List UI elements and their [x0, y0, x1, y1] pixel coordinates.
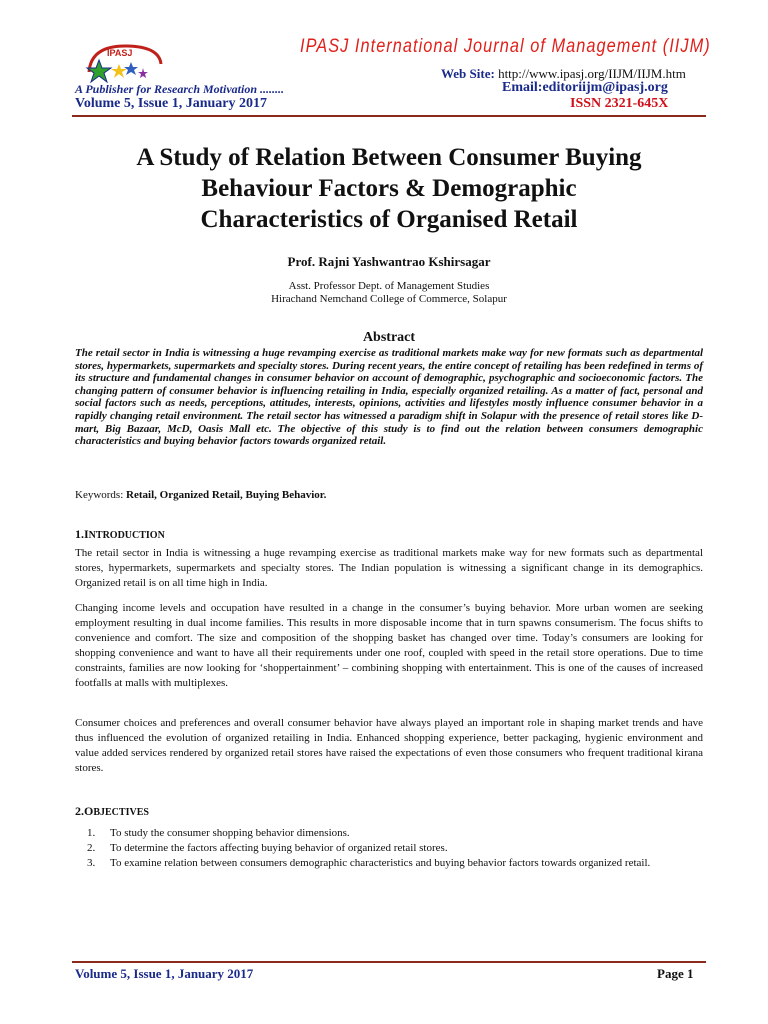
list-number: 1.: [87, 827, 96, 839]
star-icon-blue: [124, 62, 138, 75]
page-number: Page 1: [657, 966, 694, 981]
paper-title: [72, 142, 706, 235]
abstract-heading: Abstract: [362, 330, 416, 345]
keywords-label: Keywords:: [75, 489, 124, 501]
list-text: To examine relation between consumers demographic characteristics and buying behavior factors towards organized retail.: [110, 857, 651, 869]
list-number: 3.: [87, 857, 96, 869]
section-heading-objectives: [75, 804, 149, 819]
ipasj-logo: [85, 42, 165, 84]
footer-rule: [72, 961, 706, 963]
objectives-list: [75, 826, 703, 871]
issn: ISSN 2321-645X: [570, 96, 669, 111]
logo-text: IPASJ: [107, 48, 133, 58]
author-name: Prof. Rajni Yashwantrao Kshirsagar: [287, 254, 491, 269]
section-initial: I: [84, 527, 89, 541]
section-title-rest: BJECTIVES: [93, 807, 149, 818]
keywords-values: Retail, Organized Retail, Buying Behavior.: [126, 489, 327, 501]
list-item: [75, 856, 703, 871]
section-number: 1.: [75, 527, 84, 541]
affiliation-line: Hirachand Nemchand College of Commerce, Solapur: [271, 293, 507, 305]
star-icon-purple: [138, 68, 148, 78]
section-number: 2.: [75, 804, 84, 818]
list-number: 2.: [87, 842, 96, 854]
section-initial: O: [84, 804, 94, 818]
keywords: [75, 489, 326, 501]
title-line: Characteristics of Organised Retail: [200, 206, 578, 233]
intro-paragraph: The retail sector in India is witnessing a huge revamping exercise as traditional markets make way for new formats such as departmental stores, hypermarkets, supermarkets and specialty stores. The Indian population is witnessing a significant change in its demographics. Organized retail is on all time high in India.: [75, 547, 703, 589]
list-text: To study the consumer shopping behavior dimensions.: [110, 827, 350, 839]
affiliation-line: Asst. Professor Dept. of Management Studies: [288, 280, 490, 292]
section-title-rest: NTRODUCTION: [88, 530, 165, 541]
footer-volume-issue: Volume 5, Issue 1, January 2017: [75, 966, 254, 981]
journal-name: IPASJ International Journal of Management (IIJM): [300, 36, 711, 57]
list-item: [75, 841, 703, 856]
website-label: Web Site:: [441, 66, 495, 81]
website-url[interactable]: http://www.ipasj.org/IIJM/IIJM.htm: [498, 66, 686, 81]
intro-paragraph: Changing income levels and occupation have resulted in a change in the consumer’s buying behavior. More urban women are seeking employment resulting in dual income families. This results in more disposable income that in turn spawns consumerism. The focus shifts to convenience and comfort. The size and composition of the shopping basket has changed over time. Today’s consumers are looking for shopping convenience and want to have all their requirements under one roof, coupled with speed in the retail store operations. Due to time constraints, families are now looking for ‘shoppertainment’ – combining shopping with entertainment. This is one of the causes of increased footfalls at malls with multiplexes.: [75, 602, 703, 689]
section-heading-introduction: [75, 527, 165, 542]
title-line: Behaviour Factors & Demographic: [201, 175, 577, 202]
email-address[interactable]: Email:editoriijm@ipasj.org: [502, 80, 668, 95]
abstract-text: The retail sector in India is witnessing a huge revamping exercise as traditional markets make way for new formats such as departmental stores, hypermarkets, supermarkets and specialty stores. During recent years, the entire concept of retailing has been redefined in terms of its structure and fundamental changes in consumer behavior on account of demographic, psychographic and socioeconomic factors. The changing pattern of consumer behavior is influencing retailing in India, especially organized retailing. As a matter of fact, personal and social factors such as needs, perceptions, attitudes, interests, opinions, activities and lifestyles mostly influence consumer behavior in a rapidly changing retail environment. The retail sector has witnessed a paradigm shift in Solapur with the presence of retail stores like D-mart, Big Bazaar, McD, Oasis Mall etc. The objective of this study is to find out the relation between consumers demographic characteristics and buying behavior factors towards organized retail.: [75, 347, 703, 448]
affiliation: [72, 280, 706, 306]
star-icon-yellow: [111, 64, 127, 78]
intro-paragraph: Consumer choices and preferences and overall consumer behavior have always played an important role in shaping market trends and have thus influenced the evolution of organized retailing in India. Enhanced shopping experience, better packaging, hygienic environment and value added services rendered by organized retail stores have raised the expectations of even those consumers who frequent traditional kirana stores.: [75, 717, 703, 774]
title-line: A Study of Relation Between Consumer Buying: [136, 144, 642, 171]
list-text: To determine the factors affecting buying behavior of organized retail stores.: [110, 842, 448, 854]
header-volume-issue: Volume 5, Issue 1, January 2017: [75, 96, 268, 111]
header-rule: [72, 115, 706, 117]
list-item: [75, 826, 703, 841]
publisher-tagline: A Publisher for Research Motivation ........: [75, 82, 285, 96]
